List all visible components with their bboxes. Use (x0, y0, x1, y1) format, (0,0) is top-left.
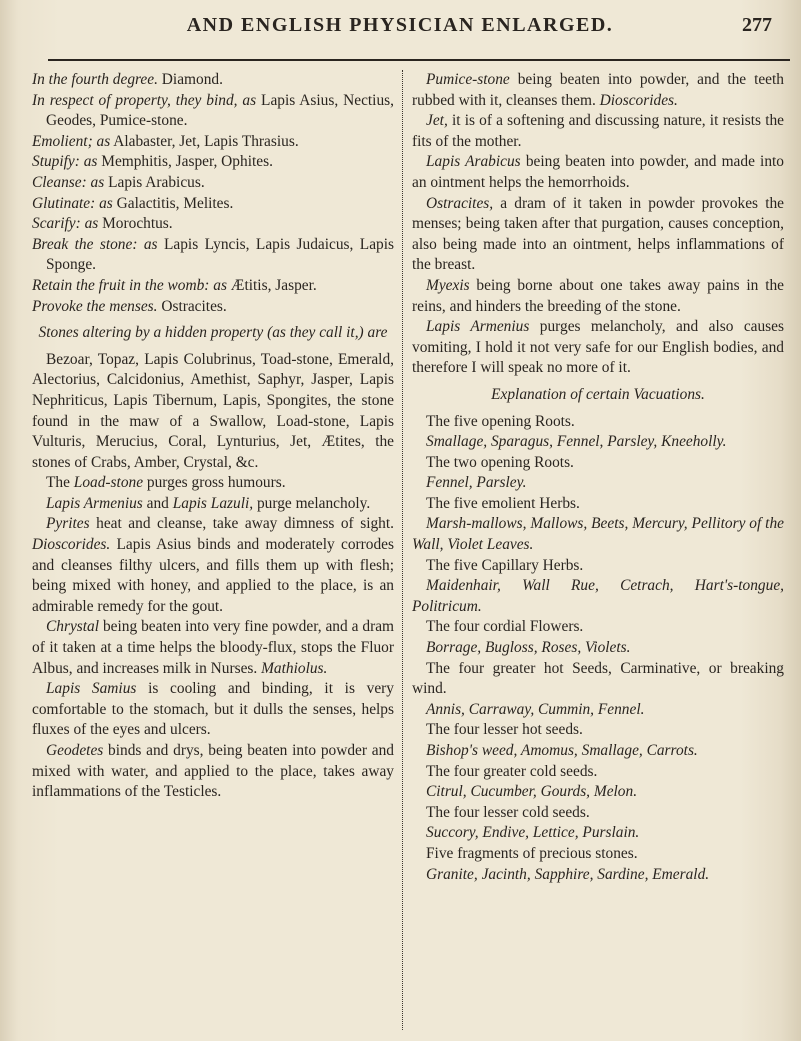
right-column (412, 70, 784, 885)
list-heading: Five fragments of precious stones. (426, 844, 638, 862)
list-items: Fennel, Parsley. (426, 474, 527, 492)
list-heading: The five opening Roots. (426, 412, 575, 430)
list-heading: The four greater cold seeds. (426, 762, 598, 780)
list-items: Citrul, Cucumber, Gourds, Melon. (426, 783, 638, 801)
running-head: AND ENGLISH PHYSICIAN ENLARGED. (186, 14, 614, 36)
paragraph: Ostracites, a dram of it taken in powder provokes the menses; being taken after that purgation, causes conception, also being made into an ointment, helps inflammations of the breast. (412, 194, 784, 274)
property-line: Stupify: as Memphitis, Jasper, Ophites. (32, 153, 273, 171)
list-heading: The four lesser cold seeds. (426, 803, 590, 821)
paragraph: Chrystal being beaten into very fine powder, and a dram of it taken at a time helps the bloody-flux, stops the Fluor Albus, and increases milk in Nurses. Mathiolus. (32, 618, 394, 677)
list-items: Annis, Carraway, Cummin, Fennel. (426, 700, 645, 718)
paragraph: The Load-stone purges gross humours. (46, 474, 286, 492)
list-items: Marsh-mallows, Mallows, Beets, Mercury, Pellitory of the Wall, Violet Leaves. (412, 515, 784, 554)
list-heading: The five Capillary Herbs. (426, 556, 584, 574)
paragraph: Jet, it is of a softening and discussing nature, it resists the fits of the mother. (412, 112, 784, 150)
list-items: Succory, Endive, Lettice, Purslain. (426, 824, 640, 842)
list-heading: The four cordial Flowers. (426, 618, 584, 636)
list-items: Bishop's weed, Amomus, Smallage, Carrots. (426, 742, 698, 759)
paragraph: Lapis Arabicus being beaten into powder, and made into an ointment helps the hemorrhoids. (412, 153, 784, 191)
property-line: Cleanse: as Lapis Arabicus. (32, 173, 205, 191)
property-line: In the fourth degree. Diamond. (32, 71, 223, 88)
property-line: Glutinate: as Galactitis, Melites. (32, 194, 234, 212)
list-heading: The two opening Roots. (426, 453, 574, 471)
section-subheading: Stones altering by a hidden property (as they call it,) are (38, 324, 388, 342)
paragraph: Geodetes binds and drys, being beaten into powder and mixed with water, and applied to the place, takes away inflammations of the Testicles. (32, 742, 394, 801)
paragraph: Lapis Armenius purges melancholy, and also causes vomiting, I hold it not very safe for our English bodies, and therefore I will speak no more of it. (412, 318, 784, 377)
section-subheading: Explanation of certain Vacuations. (491, 385, 705, 403)
header-rule (48, 59, 790, 61)
paragraph: Lapis Armenius and Lapis Lazuli, purge melancholy. (46, 494, 371, 512)
list-items: Smallage, Sparagus, Fennel, Parsley, Kneeholly. (426, 433, 727, 451)
list-heading: The four lesser hot seeds. (426, 721, 583, 739)
property-line: Retain the fruit in the womb: as Ætitis, Jasper. (32, 276, 317, 294)
list-items: Granite, Jacinth, Sapphire, Sardine, Emerald. (426, 865, 710, 883)
page-number: 277 (742, 14, 772, 36)
column-divider (402, 70, 403, 1030)
paragraph: Bezoar, Topaz, Lapis Colubrinus, Toad-stone, Emerald, Alectorius, Calcidonius, Amethist, Saphyr, Jasper, Lapis Nephriticus, Lapis Tibernum, Lapis, Spongites, the stone found in the maw of a Swallow, Load-stone, Lapis Vulturis, Merucius, Coral, Lynturius, Jet, Ætites, the stones of Crabs, Amber, Crystal, &c. (32, 350, 394, 471)
paragraph: Pumice-stone being beaten into powder, and the teeth rubbed with it, cleanses them. Dioscorides. (412, 71, 784, 109)
list-items: Borrage, Bugloss, Roses, Violets. (426, 639, 631, 657)
property-line: Provoke the menses. Ostracites. (32, 297, 227, 315)
property-line: Emolient; as Alabaster, Jet, Lapis Thrasius. (32, 132, 299, 150)
property-line: In respect of property, they bind, as Lapis Asius, Nectius, Geodes, Pumice-stone. (32, 91, 394, 130)
list-items: Maidenhair, Wall Rue, Cetrach, Hart's-tongue, Politricum. (412, 577, 784, 615)
list-heading: The four greater hot Seeds, Carminative, or breaking wind. (412, 659, 784, 698)
paragraph: Lapis Samius is cooling and binding, it is very comfortable to the stomach, but it dulls the senses, helps fluxes of the eyes and ulcers. (32, 680, 394, 739)
paragraph: Pyrites heat and cleanse, take away dimness of sight. Dioscorides. Lapis Asius binds and moderately corrodes and cleanses filthy ulcers, and fills them up with flesh; being mixed with honey, and applied to the place, is an admirable remedy for the gout. (32, 515, 394, 615)
paragraph: Myexis being borne about one takes away pains in the reins, and hinders the breeding of the stone. (412, 276, 784, 315)
property-line: Scarify: as Morochtus. (32, 215, 173, 233)
left-column (32, 70, 394, 803)
list-heading: The five emolient Herbs. (426, 494, 580, 512)
property-line: Break the stone: as Lapis Lyncis, Lapis Judaicus, Lapis Sponge. (32, 235, 394, 274)
